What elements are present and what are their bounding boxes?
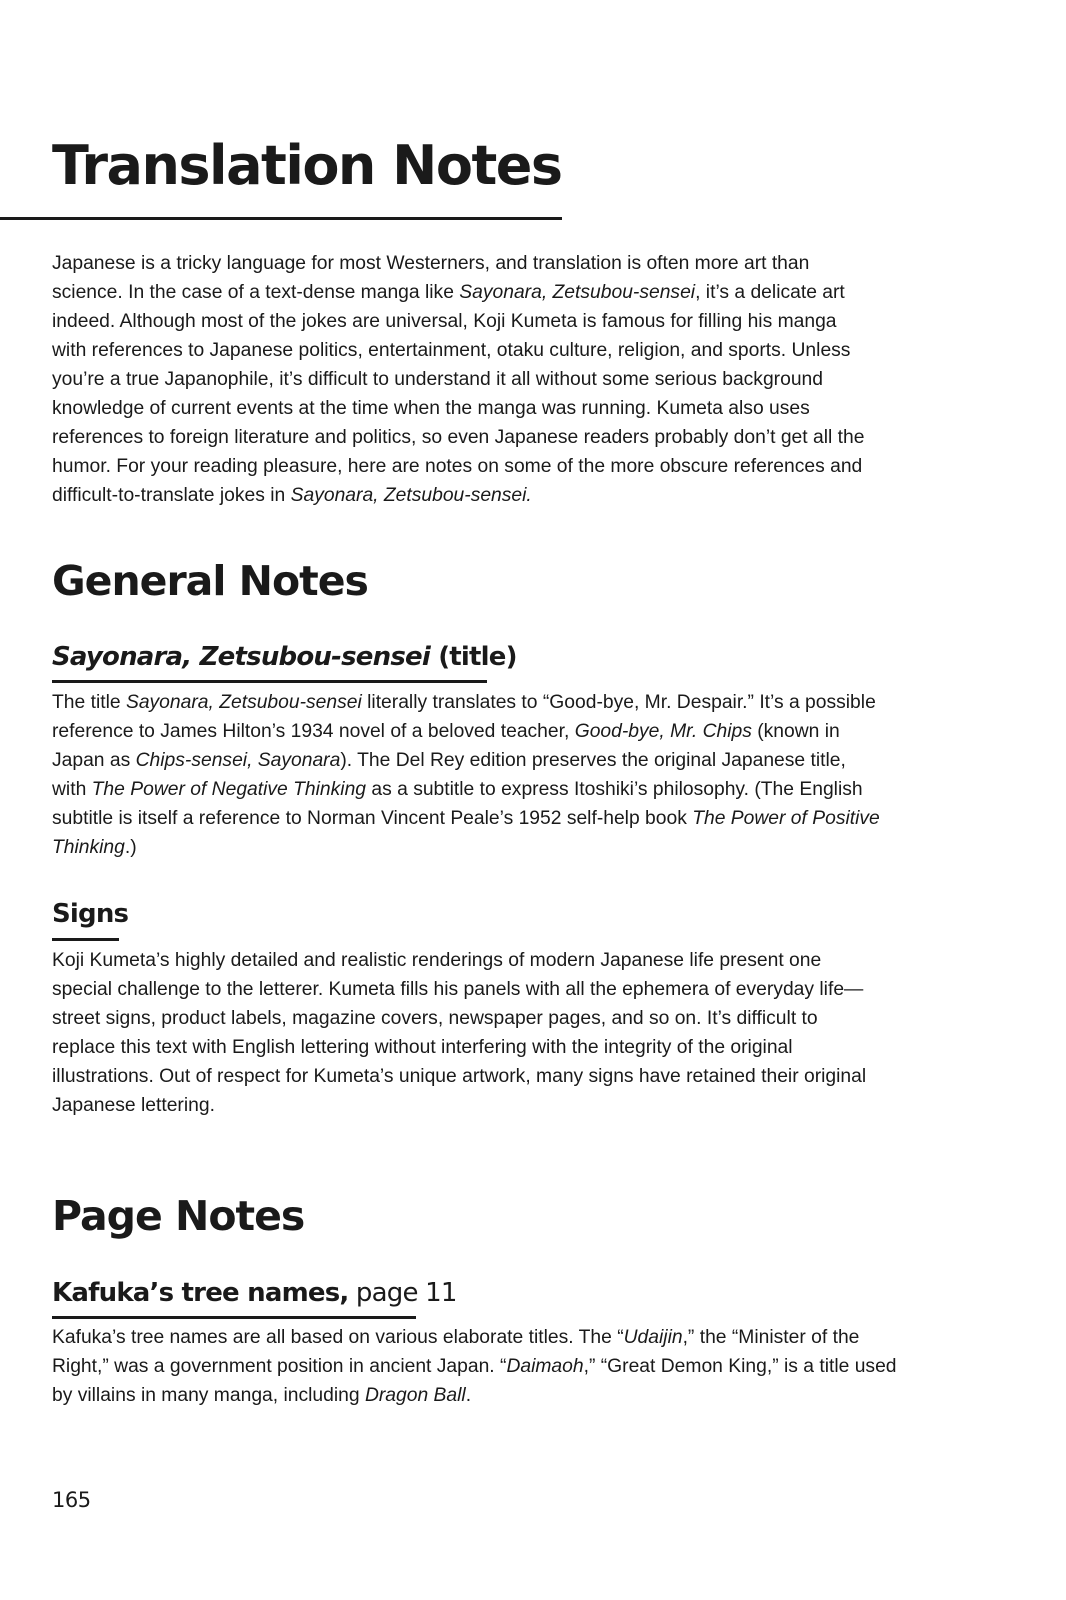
tree-italic: Daimaoh	[506, 1356, 584, 1377]
tree-italic: Dragon Ball	[364, 1385, 466, 1406]
signs-paragraph	[52, 946, 877, 1120]
signs-text: Koji Kumeta’s highly detailed and realistic renderings of modern Japanese life present one special challenge to the letterer. Kumeta fills his panels with all the ephemera of everyday life—street signs, product labels, magazine covers, newspaper pages, and so on. It’s difficult to replace this text with English lettering without interfering with the integrity of the original illustrations. Out of respect for Kumeta’s unique artwork, many signs have retained their original Japanese lettering.	[52, 950, 867, 1116]
note-italic: Good-bye, Mr. Chips	[574, 721, 752, 742]
tree-names-heading	[52, 1276, 457, 1310]
signs-heading-text: Signs	[52, 899, 129, 929]
note-text: (known in Japan as	[52, 721, 840, 771]
tree-text: ,” the “Minister of the Right,” was a government position in ancient Japan. “	[52, 1327, 860, 1377]
page-title: Translation Notes	[52, 134, 562, 197]
general-notes-heading: General Notes	[52, 557, 368, 605]
page-number: 165	[52, 1488, 91, 1512]
title-note-heading	[52, 640, 517, 674]
tree-text: ,” “Great Demon King,” is a title used by villains in many manga, including	[52, 1356, 897, 1406]
title-underline	[0, 217, 562, 220]
tree-names-heading-bold: Kafuka’s tree names,	[52, 1278, 349, 1308]
signs-underline	[52, 938, 119, 941]
tree-names-heading-page: page 11	[348, 1278, 457, 1308]
title-note-heading-rest: (title)	[429, 642, 517, 672]
tree-names-underline	[52, 1316, 416, 1319]
intro-text: , it’s a delicate art indeed. Although most of the jokes are universal, Koji Kumeta is famous for filling his manga with references to Japanese politics, entertainment, otaku culture, religion, and sports. Unless you’re a true Japanophile, it’s difficult to understand it all without some serious background knowledge of current events at the time when the manga was running. Kumeta also uses references to foreign literature and politics, so even Japanese readers probably don’t get all the humor. For your reading pleasure, here are notes on some of the more obscure references and difficult-to-translate jokes in	[52, 282, 865, 506]
note-text: .)	[124, 837, 137, 858]
intro-title-ref: Sayonara, Zetsubou-sensei.	[290, 485, 532, 506]
tree-text: Kafuka’s tree names are all based on various elaborate titles. The “	[52, 1327, 624, 1348]
note-text: literally translates to “Good-bye, Mr. Despair.” It’s a possible reference to James Hilton’s 1934 novel of a beloved teacher,	[52, 692, 876, 742]
note-italic: Chips-sensei, Sayonara	[135, 750, 341, 771]
tree-text: .	[465, 1385, 472, 1406]
signs-heading	[52, 897, 128, 931]
note-italic: The Power of Positive Thinking	[52, 808, 880, 858]
intro-title-ref: Sayonara, Zetsubou-sensei	[459, 282, 696, 303]
note-text: as a subtitle to express Itoshiki’s philosophy. (The English subtitle is itself a reference to Norman Vincent Peale’s 1952 self-help book	[52, 779, 863, 829]
note-text: The title	[52, 692, 126, 713]
title-note-heading-italic: Sayonara, Zetsubou-sensei	[52, 642, 430, 672]
title-note-paragraph	[52, 688, 882, 862]
intro-paragraph	[52, 249, 867, 510]
note-italic: Sayonara, Zetsubou-sensei	[125, 692, 362, 713]
tree-names-paragraph	[52, 1323, 897, 1410]
note-text: ). The Del Rey edition preserves the original Japanese title, with	[52, 750, 846, 800]
note-italic: The Power of Negative Thinking	[91, 779, 367, 800]
intro-text: Japanese is a tricky language for most Westerners, and translation is often more art than science. In the case of a text-dense manga like	[52, 253, 810, 303]
tree-italic: Udaijin	[623, 1327, 683, 1348]
page-notes-heading: Page Notes	[52, 1192, 305, 1240]
title-note-underline	[52, 680, 487, 683]
